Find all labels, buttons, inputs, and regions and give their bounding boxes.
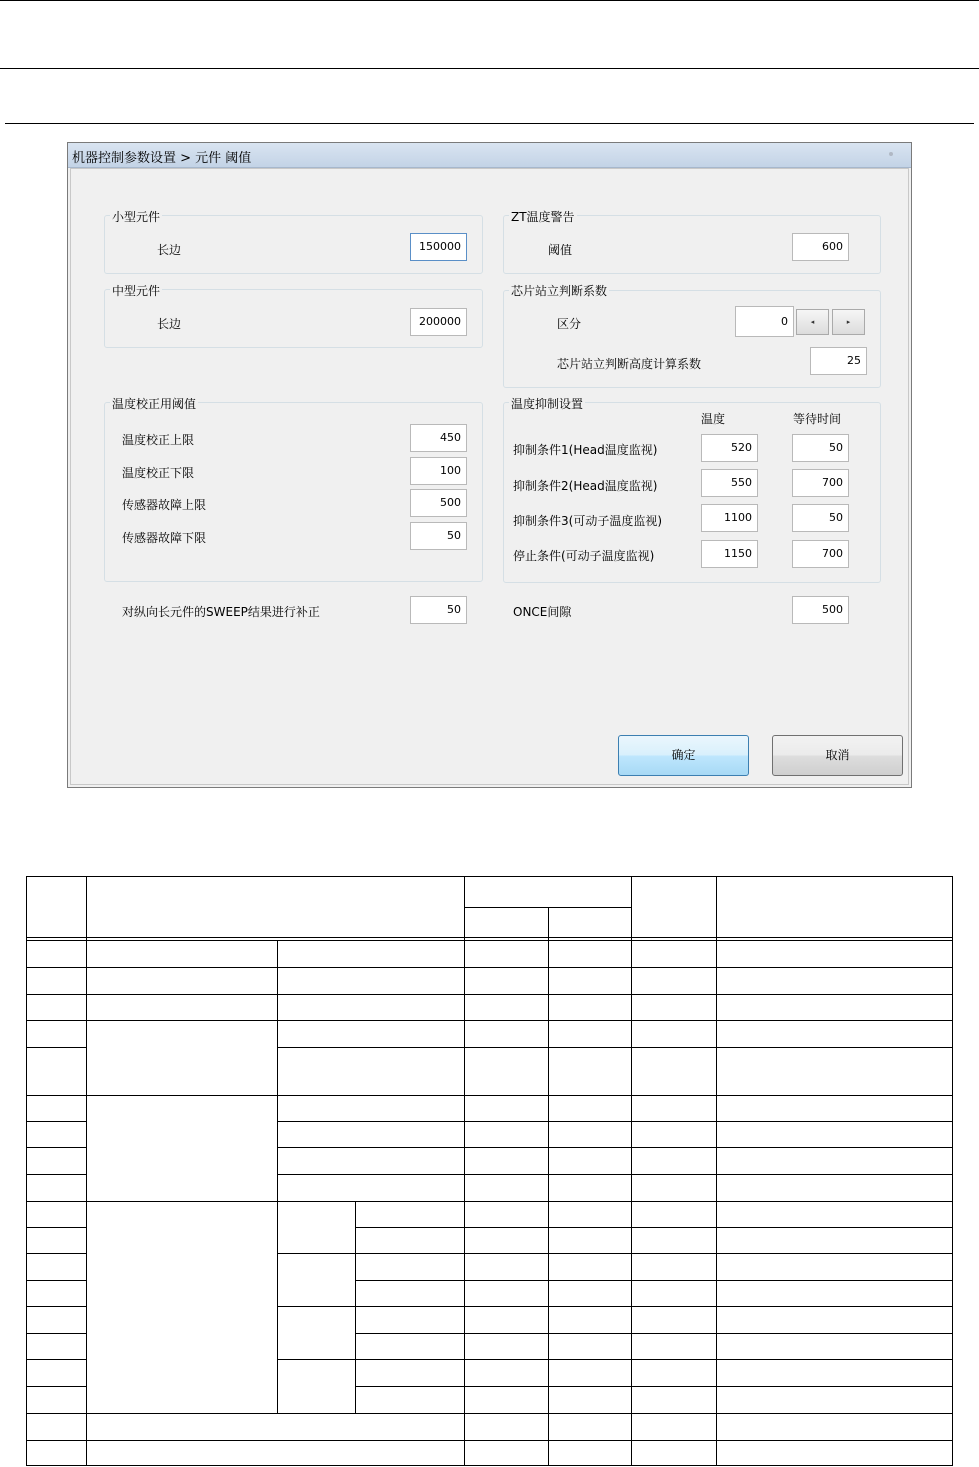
- table-row-line: [26, 1280, 86, 1281]
- temp-suppress-title: 温度抑制设置: [511, 397, 584, 411]
- header-rule-2: [0, 68, 979, 69]
- sensor-fault-lower-input[interactable]: 50: [410, 522, 467, 550]
- table-header-sub: [464, 907, 631, 908]
- table-row-line: [277, 1253, 953, 1254]
- small-long-side-input[interactable]: 150000: [410, 233, 467, 261]
- medium-long-side-input[interactable]: 200000: [410, 308, 467, 336]
- table-row-line: [26, 1147, 86, 1148]
- division-label: 区分: [557, 317, 582, 331]
- stop-cond-wait-input[interactable]: 700: [792, 540, 849, 568]
- table-col-6: [631, 876, 632, 1466]
- table-border-top: [26, 876, 953, 877]
- threshold-dialog: [67, 142, 912, 788]
- table-row-line: [26, 1253, 86, 1254]
- stop-cond-temp-input[interactable]: 1150: [701, 540, 758, 568]
- table-row-line: [355, 1280, 953, 1281]
- medium-component-title: 中型元件: [112, 284, 161, 298]
- table-row-line: [26, 1306, 86, 1307]
- sweep-input[interactable]: 50: [410, 596, 467, 624]
- suppress-cond1-wait-input[interactable]: 50: [792, 434, 849, 462]
- table-row-line: [277, 1306, 953, 1307]
- temp-calib-upper-input[interactable]: 450: [410, 424, 467, 452]
- table-col-3: [355, 1201, 356, 1413]
- suppress-cond3-label: 抑制条件3(可动子温度监视): [513, 514, 662, 528]
- table-border-right: [952, 876, 953, 1466]
- table-row-line: [355, 1227, 953, 1228]
- chip-stand-title: 芯片站立判断系数: [511, 284, 608, 298]
- temp-calib-upper-label: 温度校正上限: [122, 433, 195, 447]
- table-border-left: [26, 876, 27, 1466]
- table-header-line-2: [26, 940, 953, 941]
- header-rule-3: [5, 123, 974, 124]
- table-row-line: [277, 1147, 953, 1148]
- table-row-line: [26, 1227, 86, 1228]
- table-row-line: [277, 1047, 953, 1048]
- zt-warning-title: ZT温度警告: [511, 210, 575, 224]
- dialog-title: 机器控制参数设置 > 元件 阈值: [72, 151, 252, 166]
- zt-threshold-input[interactable]: 600: [792, 233, 849, 261]
- sensor-fault-upper-label: 传感器故障上限: [122, 498, 207, 512]
- table-row-line: [277, 1359, 953, 1360]
- once-gap-label: ONCE间隙: [513, 605, 572, 619]
- table-header-line-1: [26, 937, 953, 938]
- table-row-line: [277, 1121, 953, 1122]
- sensor-fault-lower-label: 传感器故障下限: [122, 531, 207, 545]
- table-col-4: [464, 876, 465, 1466]
- table-row-line: [26, 967, 953, 968]
- chip-stand-coef-label: 芯片站立判断高度计算系数: [557, 357, 702, 371]
- suppress-col-temp: 温度: [701, 412, 726, 426]
- division-next-button[interactable]: [832, 309, 865, 335]
- table-col-7: [716, 876, 717, 1466]
- table-row-line: [26, 1333, 86, 1334]
- table-row-line: [355, 1386, 953, 1387]
- chip-stand-coef-input[interactable]: 25: [810, 347, 867, 375]
- sensor-fault-upper-input[interactable]: 500: [410, 489, 467, 517]
- table-row-line: [26, 1047, 86, 1048]
- suppress-cond1-temp-input[interactable]: 520: [701, 434, 758, 462]
- table-col-5: [548, 907, 549, 1466]
- suppress-cond3-temp-input[interactable]: 1100: [701, 504, 758, 532]
- chevron-right-icon: ▸: [846, 318, 851, 326]
- table-row-line: [26, 1020, 953, 1021]
- once-gap-input[interactable]: 500: [792, 596, 849, 624]
- table-row-line: [26, 1386, 86, 1387]
- small-long-side-label: 长边: [157, 243, 182, 257]
- table-row-line: [277, 1174, 953, 1175]
- division-prev-button[interactable]: [796, 309, 829, 335]
- table-row-line: [26, 1413, 953, 1414]
- table-border-bottom: [26, 1465, 953, 1466]
- sweep-label: 对纵向长元件的SWEEP结果进行补正: [122, 605, 320, 619]
- chevron-left-icon: ◂: [810, 318, 815, 326]
- cancel-button[interactable]: 取消: [772, 735, 903, 776]
- table-row-line: [26, 994, 953, 995]
- header-rule-1: [0, 0, 979, 1]
- temp-calibration-title: 温度校正用阈值: [112, 397, 197, 411]
- table-row-line: [26, 1440, 953, 1441]
- table-col-2: [277, 940, 278, 1413]
- medium-long-side-label: 长边: [157, 317, 182, 331]
- stop-cond-label: 停止条件(可动子温度监视): [513, 549, 655, 563]
- table-row-line: [26, 1121, 86, 1122]
- titlebar-dot-icon: [889, 152, 893, 156]
- suppress-col-wait: 等待时间: [793, 412, 842, 426]
- zt-threshold-label: 阈值: [548, 243, 573, 257]
- suppress-cond2-temp-input[interactable]: 550: [701, 469, 758, 497]
- table-row-line: [26, 1359, 86, 1360]
- suppress-cond1-label: 抑制条件1(Head温度监视): [513, 443, 658, 457]
- small-component-title: 小型元件: [112, 210, 161, 224]
- table-row-line: [26, 1095, 953, 1096]
- table-row-line: [26, 1201, 953, 1202]
- suppress-cond3-wait-input[interactable]: 50: [792, 504, 849, 532]
- temp-calib-lower-input[interactable]: 100: [410, 457, 467, 485]
- table-row-line: [26, 1174, 86, 1175]
- table-row-line: [355, 1333, 953, 1334]
- suppress-cond2-wait-input[interactable]: 700: [792, 469, 849, 497]
- temp-calib-lower-label: 温度校正下限: [122, 466, 195, 480]
- dialog-client-area: [70, 168, 909, 785]
- dialog-titlebar: [68, 143, 911, 168]
- ok-button[interactable]: 确定: [618, 735, 749, 776]
- suppress-cond2-label: 抑制条件2(Head温度监视): [513, 479, 658, 493]
- table-col-1: [86, 876, 87, 1466]
- division-input[interactable]: 0: [735, 306, 794, 337]
